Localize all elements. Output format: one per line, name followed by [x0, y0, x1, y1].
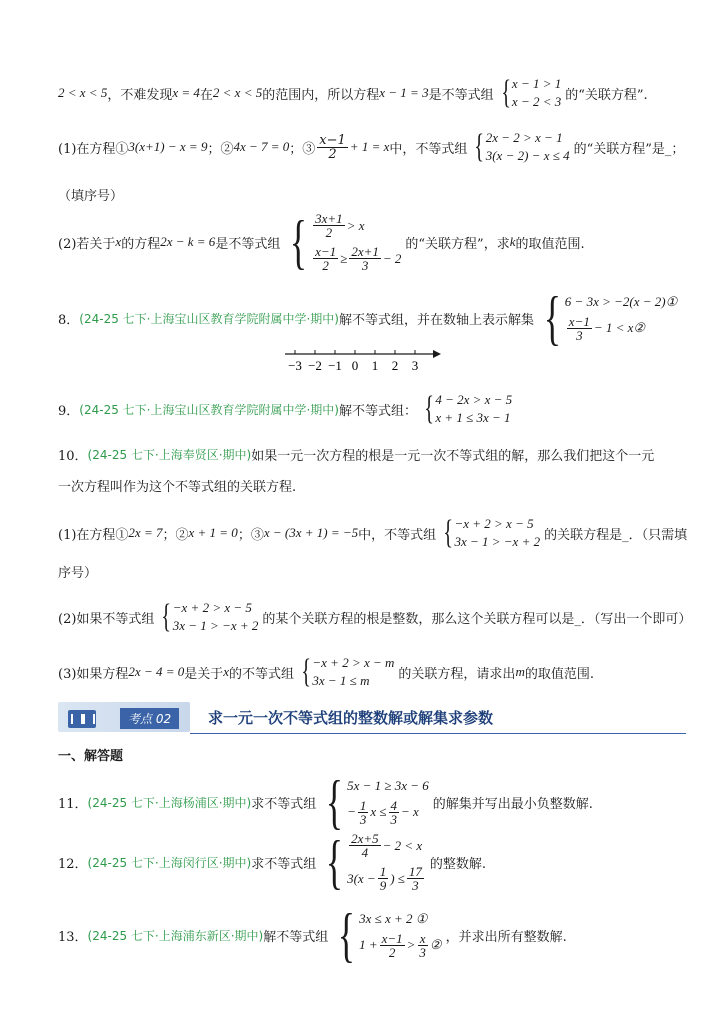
tick-label: 2 — [391, 358, 399, 373]
number-line-svg — [285, 348, 445, 378]
system-row: −x + 2 > x − 5 — [454, 516, 534, 531]
system-row: −x + 2 > x − m — [312, 655, 395, 670]
text-line — [58, 476, 296, 495]
brace: { — [424, 390, 435, 427]
inequality-system — [440, 516, 540, 550]
text: 的关联方程是_．（只需填 — [544, 527, 688, 543]
math: 2 < x < 5 — [58, 85, 108, 100]
inequality-system — [158, 600, 258, 634]
problem-number: 9． — [58, 403, 80, 419]
math: 3(x+1) − x = 9 — [128, 139, 208, 154]
text: ；③ — [237, 527, 264, 543]
source-tag: (24-25 七下·上海奉贤区·期中) — [87, 448, 252, 462]
system-row: x + 1 ≤ 3x − 1 — [435, 410, 511, 425]
problem-number: 12． — [58, 856, 88, 872]
system-row: 2x − 2 > x − 1 — [485, 130, 563, 145]
problem-number: 8． — [58, 312, 80, 328]
text: ；② — [207, 141, 234, 157]
tick-label: 3 — [411, 358, 419, 373]
text: (2)若关于 — [58, 236, 116, 252]
math: x − 1 = 3 — [379, 85, 429, 100]
inequality-system — [320, 829, 426, 895]
system-row: 3x ≤ x + 2 ① — [359, 910, 428, 926]
inequality-system — [284, 209, 402, 275]
text: 一次方程叫作为这个不等式组的关联方程. — [58, 480, 297, 495]
problem-number: 13． — [58, 929, 88, 945]
tick-label: 0 — [351, 358, 359, 373]
arrow-icon — [433, 350, 441, 358]
system-row: x − 2 < 3 — [511, 94, 562, 109]
brace: { — [338, 902, 356, 968]
section-title: 求一元一次不等式组的整数解或解集求参数 — [208, 709, 494, 727]
text: 的方程 — [121, 236, 161, 252]
text: 的“关联方程”，求 — [405, 236, 510, 252]
brace: { — [443, 514, 454, 551]
brace: { — [326, 829, 344, 895]
brace: { — [161, 598, 172, 635]
text: 的解集并写出最小负整数解. — [432, 796, 593, 812]
math: 2x − 4 = 0 — [128, 664, 185, 679]
book-icon — [68, 710, 96, 728]
text-line — [58, 655, 594, 689]
math: x − (3x + 1) = −5 — [263, 525, 359, 540]
inequality-system — [471, 130, 569, 164]
math: 2 < x < 5 — [212, 85, 263, 100]
inequality-system — [538, 285, 678, 351]
text: 是不等式组 — [428, 87, 494, 103]
system-row: $\frac{3x+1}{2}$ > x — [315, 211, 365, 240]
text: 解不等式组 — [263, 929, 329, 945]
system-row: 1 + $\frac{x-1}{2}$ > $\frac{x}{3}$ ② — [359, 930, 442, 960]
fraction: $\frac{x-1}{2}$ — [319, 132, 346, 162]
math: x = 4 — [172, 85, 200, 100]
text: ；② — [162, 527, 189, 543]
text: 的取值范围. — [515, 236, 585, 252]
system-row: 3x − 1 ≤ m — [312, 673, 370, 688]
system-row: 5x − 1 ≥ 3x − 6 — [347, 777, 429, 793]
text: 的不等式组 — [229, 666, 295, 682]
text: 中，不等式组 — [358, 527, 437, 543]
text: 的“关联方程”. — [565, 87, 648, 103]
text: 是不等式组 — [215, 236, 281, 252]
math: 4x − 7 = 0 — [233, 139, 290, 154]
brace: { — [290, 209, 308, 275]
text: 求不等式组 — [251, 796, 317, 812]
tick-label: 1 — [371, 358, 379, 373]
text: 中，不等式组 — [389, 141, 468, 157]
text-line — [58, 562, 97, 581]
inequality-system — [332, 902, 442, 968]
math: x — [115, 234, 122, 249]
source-tag: (24-25 七下·上海宝山区教育学院附属中学·期中) — [79, 402, 339, 417]
text: 的“关联方程”是_； — [573, 141, 685, 157]
inequality-system — [320, 769, 429, 835]
brace: { — [326, 769, 344, 835]
math: m — [515, 664, 525, 679]
text: ，不难发现 — [107, 87, 173, 103]
text-line-4 — [58, 209, 585, 275]
text-line-1 — [58, 76, 648, 110]
text: (1)在方程① — [58, 141, 129, 157]
source-tag: (24-25 七下·上海浦东新区·期中) — [87, 928, 264, 943]
system-row: 3(x − $\frac{1}{9}$ ) ≤ $\frac{17}{3}$ — [347, 864, 422, 893]
tick-label: −2 — [308, 358, 322, 373]
problem-10 — [58, 445, 654, 464]
text: (1)在方程① — [58, 527, 129, 543]
system-row: 3x − 1 > −x + 2 — [172, 618, 259, 633]
inequality-system — [421, 392, 512, 426]
problem-12 — [58, 829, 487, 895]
subsection-title: 一、解答题 — [58, 749, 124, 764]
text-line — [58, 600, 691, 634]
math: 2x − k = 6 — [160, 234, 216, 249]
system-row: 3x − 1 > −x + 2 — [454, 534, 541, 549]
text: 的取值范围. — [524, 666, 594, 682]
system-row: − $\frac{1}{3}$ x ≤ $\frac{4}{3}$ − x — [347, 797, 419, 827]
math: x — [223, 664, 230, 679]
tick-label: −3 — [288, 358, 302, 373]
text: 的关联方程，请求出 — [398, 666, 516, 682]
problem-11 — [58, 769, 593, 835]
section-header — [58, 700, 686, 734]
problem-number: 11． — [58, 796, 88, 812]
text: 序号） — [58, 566, 98, 581]
text: 的某个关联方程的根是整数，那么这个关联方程可以是_．（写出一个即可） — [262, 611, 692, 627]
divider — [190, 733, 686, 734]
text: (2)如果不等式组 — [58, 611, 155, 627]
system-row: $\frac{x-1}{3}$ − 1 < x② — [568, 313, 646, 343]
text-line-3 — [58, 185, 123, 204]
brace: { — [301, 653, 312, 690]
text: 是关于 — [184, 666, 224, 682]
system-row: 4 − 2x > x − 5 — [435, 392, 513, 407]
source-tag: (24-25 七下·上海闵行区·期中) — [87, 855, 252, 870]
section-tab — [58, 702, 190, 732]
text: ，并求出所有整数解. — [445, 929, 567, 945]
text: 的范围内，所以方程 — [262, 87, 380, 103]
math: 2x = 7 — [128, 525, 163, 540]
text: ；③ — [289, 141, 316, 157]
inequality-system — [498, 76, 562, 110]
number-line — [285, 348, 445, 382]
text: 解不等式组： — [338, 403, 417, 419]
math: + 1 = x — [349, 139, 390, 154]
system-row: $\frac{2x+5}{4}$ − 2 < x — [351, 831, 423, 860]
system-row: 3(x − 2) − x ≤ 4 — [485, 148, 570, 163]
text-line — [58, 516, 687, 550]
text: 在 — [199, 87, 213, 103]
source-tag: (24-25 七下·上海宝山区教育学院附属中学·期中) — [79, 311, 339, 326]
system-row: $\frac{x-1}{2}$ ≥ $\frac{2x+1}{3}$ − 2 — [315, 244, 402, 273]
problem-13 — [58, 902, 567, 968]
text: 如果一元一次方程的根是一元一次不等式组的解，那么我们把这个一元 — [251, 449, 655, 464]
system-row: x − 1 > 1 — [511, 76, 562, 91]
text: 解不等式组，并在数轴上表示解集 — [338, 312, 534, 328]
problem-9 — [58, 392, 516, 426]
system-row: −x + 2 > x − 5 — [172, 600, 252, 615]
math: x + 1 = 0 — [188, 525, 238, 540]
system-row: 6 − 3x > −2(x − 2)① — [564, 293, 678, 309]
math: k — [509, 234, 516, 249]
text: 的整数解. — [429, 856, 487, 872]
text: (3)如果方程 — [58, 666, 129, 682]
brace: { — [543, 285, 562, 351]
brace: { — [500, 74, 511, 111]
source-tag: (24-25 七下·上海杨浦区·期中) — [87, 795, 252, 810]
text: （填序号） — [58, 189, 124, 204]
section-tab-label: 考点 02 — [120, 708, 179, 729]
tick-label: −1 — [328, 358, 342, 373]
brace: { — [474, 128, 485, 165]
inequality-system — [298, 655, 394, 689]
text: 求不等式组 — [251, 856, 317, 872]
text-line-2 — [58, 130, 684, 164]
problem-8 — [58, 285, 681, 351]
problem-number: 10． — [58, 449, 88, 464]
